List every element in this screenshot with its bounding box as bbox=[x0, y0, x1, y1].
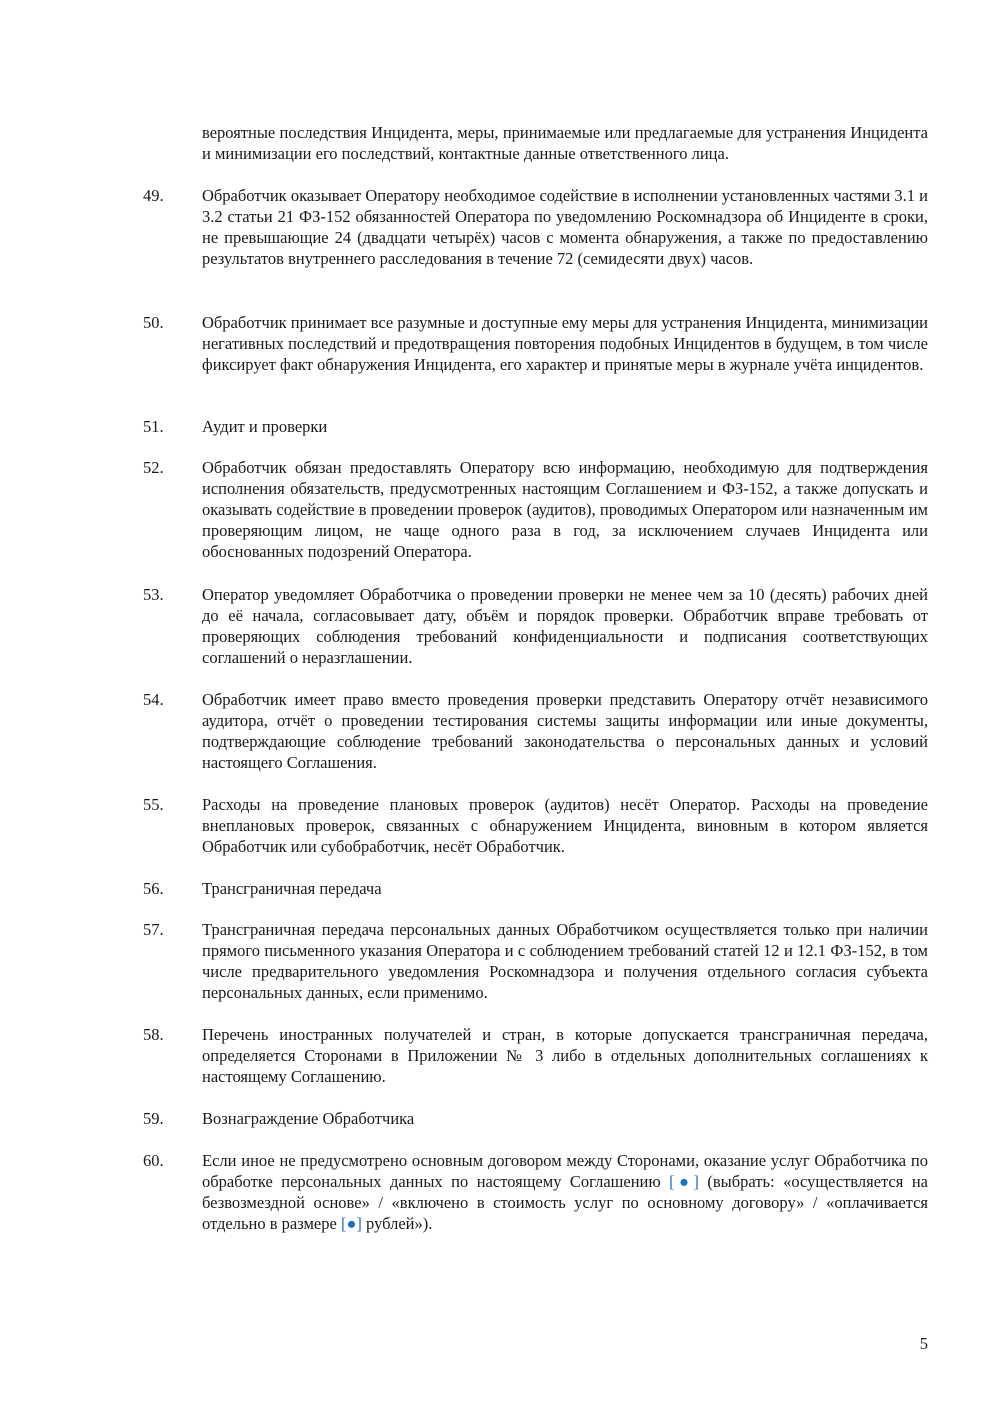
clause-text-part: (выбрать: «осуществляется на безвозмездной основе» / «включено в стоимость услуг по основному договору» / «оплачивается отдельно в размере bbox=[202, 1172, 928, 1233]
clause-text: Расходы на проведение плановых проверок (аудитов) несёт Оператор. Расходы на проведение внеплановых проверок, связанных с обнаружением Инцидента, виновным в котором является Обработчик или субобработчик, несёт Обработчик. bbox=[202, 795, 928, 856]
clause-number: 55. bbox=[143, 795, 164, 814]
clause-text: Обработчик имеет право вместо проведения проверки представить Оператору отчёт независимого аудитора, отчёт о проведении тестирования системы защиты информации или иные документы, подтверждающие соблюдение требований законодательства о персональных данных и условий настоящего Соглашения. bbox=[202, 690, 928, 772]
clause-number: 57. bbox=[143, 920, 164, 939]
clause-text: Оператор уведомляет Обработчика о проведении проверки не менее чем за 10 (десять) рабочих дней до её начала, согласовывает дату, объём и порядок проверки. Обработчик вправе требовать от проверяющих соблюдения требований конфиденциальности и подписания соответствующих соглашений о неразглашении. bbox=[202, 585, 928, 667]
clause-text: Трансграничная передача персональных данных Обработчиком осуществляется только при наличии прямого письменного указания Оператора и с соблюдением требований статей 12 и 12.1 ФЗ-152, в том числе предварительного уведомления Роскомнадзора и получения отдельного согласия субъекта персональных данных, если применимо. bbox=[202, 920, 928, 1002]
page-number: 5 bbox=[919, 1334, 928, 1353]
clause-number: 58. bbox=[143, 1025, 164, 1044]
clause-number: 49. bbox=[143, 186, 164, 205]
placeholder-marker[interactable]: [●] bbox=[340, 1214, 362, 1233]
clause-number: 59. bbox=[143, 1109, 164, 1128]
clause-number: 60. bbox=[143, 1151, 164, 1170]
clause-number: 50. bbox=[143, 313, 164, 332]
section-heading: Аудит и проверки bbox=[202, 417, 328, 436]
clause-text bbox=[202, 1150, 928, 1234]
clause-text: Перечень иностранных получателей и стран, в которые допускается трансграничная передача, определяется Сторонами в Приложении № 3 либо в отдельных дополнительных соглашениях к настоящему Соглашению. bbox=[202, 1025, 928, 1086]
clause-number: 51. bbox=[143, 417, 164, 436]
clause-text-part: рублей»). bbox=[361, 1214, 433, 1233]
clause-text-part: Если иное не предусмотрено основным договором между Сторонами, оказание услуг Обработчика по обработке персональных данных по настоящему Соглашению bbox=[202, 1151, 928, 1191]
clause-text: Обработчик оказывает Оператору необходимое содействие в исполнении установленных частями 3.1 и 3.2 статьи 21 ФЗ-152 обязанностей Оператора по уведомлению Роскомнадзора об Инциденте в сроки, не превышающие 24 (двадцати четырёх) часов с момента обнаружения, а также по предоставлению результатов внутреннего расследования в течение 72 (семидесяти двух) часов. bbox=[202, 186, 928, 268]
clause-number: 54. bbox=[143, 690, 164, 709]
clause-number: 52. bbox=[143, 458, 164, 477]
clause-text: Обработчик принимает все разумные и доступные ему меры для устранения Инцидента, минимизации негативных последствий и предотвращения повторения подобных Инцидентов в будущем, в том числе фиксирует факт обнаружения Инцидента, его характер и принятые меры в журнале учёта инцидентов. bbox=[202, 313, 928, 374]
clause-number: 56. bbox=[143, 879, 164, 898]
clause-number: 53. bbox=[143, 585, 164, 604]
section-heading: Трансграничная передача bbox=[202, 879, 382, 898]
section-heading: Вознаграждение Обработчика bbox=[202, 1109, 415, 1128]
placeholder-marker[interactable]: [●] bbox=[669, 1172, 699, 1191]
continuation-paragraph: вероятные последствия Инцидента, меры, принимаемые или предлагаемые для устранения Инцидента и минимизации его последствий, контактные данные ответственного лица. bbox=[202, 123, 928, 163]
clause-text: Обработчик обязан предоставлять Оператору всю информацию, необходимую для подтверждения исполнения обязательств, предусмотренных настоящим Соглашением и ФЗ-152, а также допускать и оказывать содействие в проведении проверок (аудитов), проводимых Оператором или назначенным им проверяющим лицом, не чаще одного раза в год, за исключением случаев Инцидента или обоснованных подозрений Оператора. bbox=[202, 458, 928, 561]
